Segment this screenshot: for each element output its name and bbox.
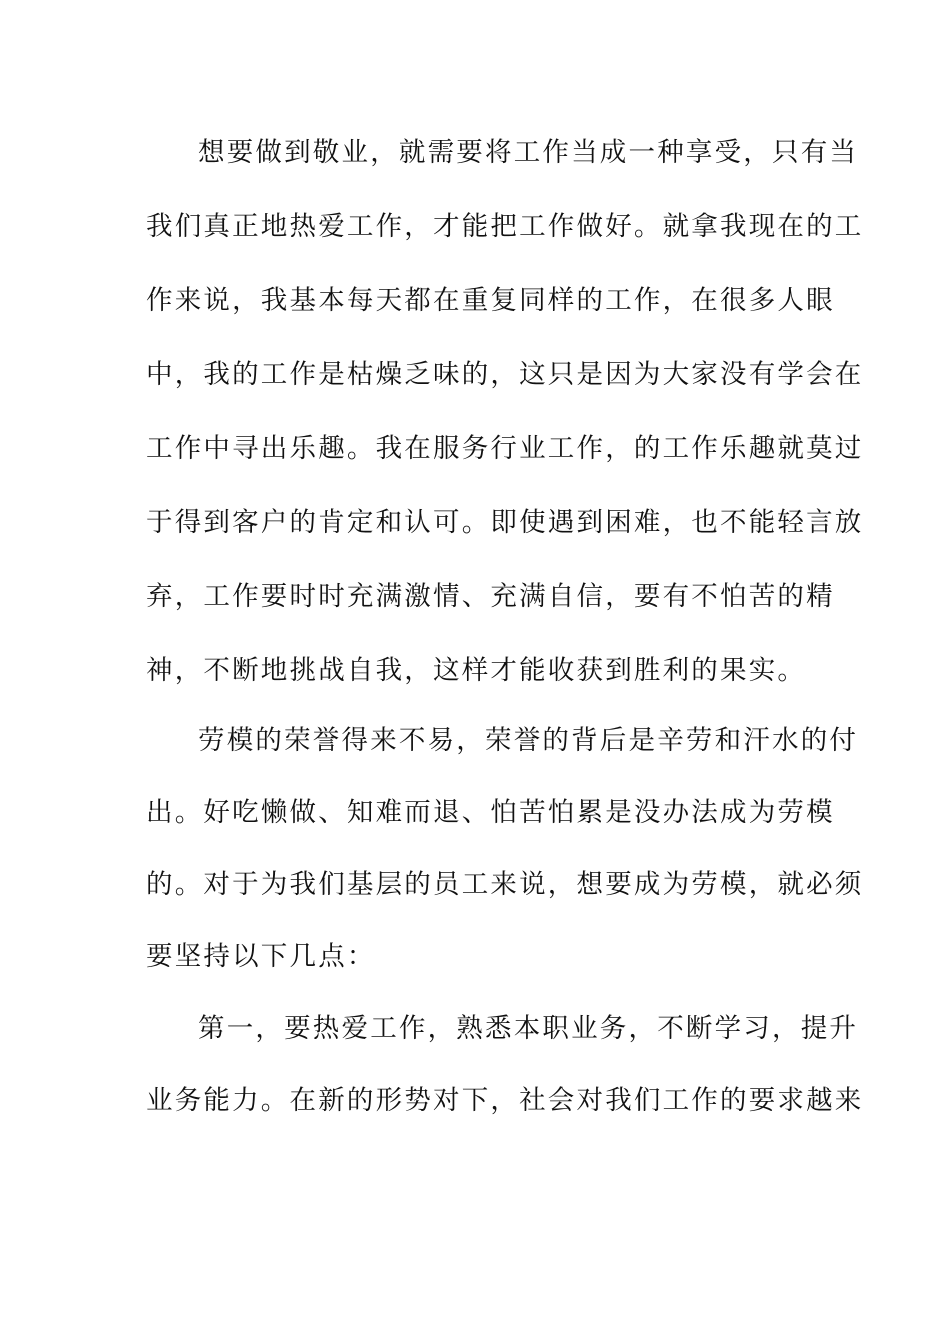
text-line: 的。对于为我们基层的员工来说，想要成为劳模，就必须 <box>146 869 864 900</box>
text-line: 中，我的工作是枯燥乏味的，这只是因为大家没有学会在 <box>146 359 864 390</box>
text-line: 神，不断地挑战自我，这样才能收获到胜利的果实。 <box>146 655 807 686</box>
text-line: 业务能力。在新的形势对下，社会对我们工作的要求越来 <box>146 1085 864 1116</box>
text-line: 第一，要热爱工作，熟悉本职业务，不断学习，提升 <box>198 1013 859 1044</box>
text-line: 出。好吃懒做、知难而退、怕苦怕累是没办法成为劳模 <box>146 797 835 828</box>
text-line: 我们真正地热爱工作，才能把工作做好。就拿我现在的工 <box>146 211 864 242</box>
text-line: 要坚持以下几点： <box>146 941 376 972</box>
text-line: 弃，工作要时时充满激情、充满自信，要有不怕苦的精 <box>146 581 835 612</box>
text-line: 于得到客户的肯定和认可。即使遇到困难，也不能轻言放 <box>146 507 864 538</box>
text-line: 作来说，我基本每天都在重复同样的工作，在很多人眼 <box>146 285 835 316</box>
text-line: 工作中寻出乐趣。我在服务行业工作，的工作乐趣就莫过 <box>146 433 864 464</box>
text-line: 想要做到敬业，就需要将工作当成一种享受，只有当 <box>198 137 859 168</box>
text-line: 劳模的荣誉得来不易，荣誉的背后是辛劳和汗水的付 <box>198 725 859 756</box>
